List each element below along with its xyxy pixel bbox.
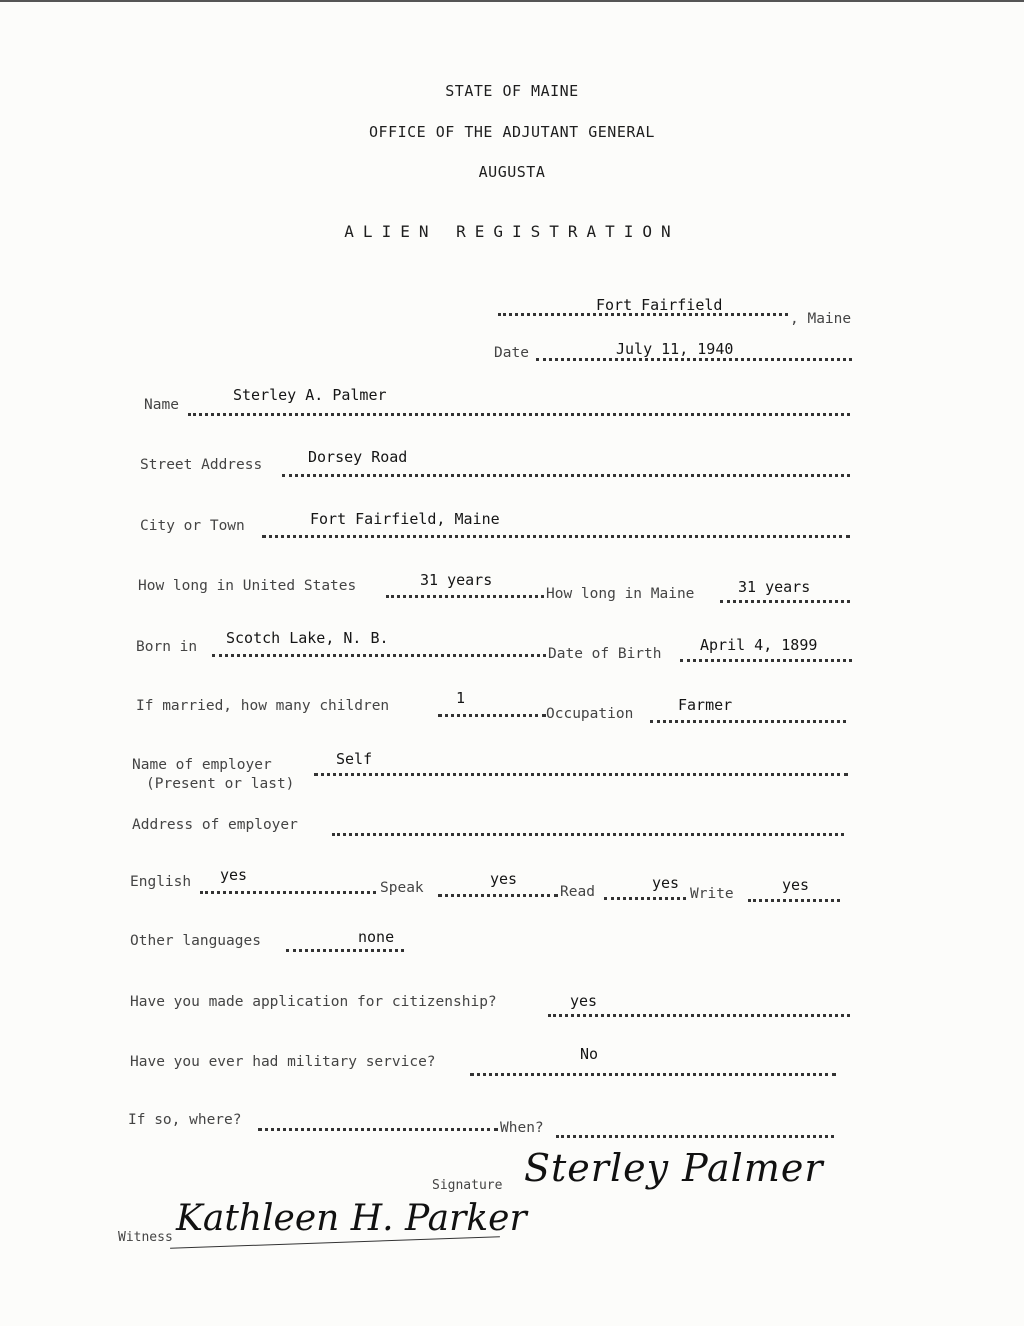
- signature-label: Signature: [432, 1178, 503, 1193]
- date-value: July 11, 1940: [616, 340, 734, 358]
- witness-label: Witness: [118, 1230, 173, 1245]
- other-languages-label: Other languages: [130, 933, 261, 949]
- office-heading: OFFICE OF THE ADJUTANT GENERAL: [369, 123, 655, 141]
- employer-sublabel: (Present or last): [146, 776, 295, 792]
- read-label: Read: [560, 884, 595, 900]
- place-value: Fort Fairfield: [596, 296, 723, 314]
- other-languages-value: none: [358, 928, 395, 946]
- military-line: [470, 1073, 836, 1076]
- street-line: [282, 474, 850, 477]
- other-languages-line: [286, 949, 404, 952]
- speak-value: yes: [490, 870, 518, 888]
- where-line: [258, 1128, 498, 1131]
- occupation-label: Occupation: [546, 706, 634, 722]
- city-line: [262, 535, 850, 538]
- name-label: Name: [144, 397, 179, 413]
- dob-value: April 4, 1899: [700, 636, 818, 654]
- maine-years-label: How long in Maine: [546, 586, 695, 602]
- dob-label: Date of Birth: [548, 646, 662, 662]
- english-value: yes: [220, 866, 248, 884]
- employer-value: Self: [336, 750, 373, 768]
- us-years-line: [386, 595, 544, 598]
- maine-years-value: 31 years: [738, 578, 811, 596]
- state-heading: STATE OF MAINE: [445, 82, 579, 100]
- read-line: [604, 897, 686, 900]
- employer-line: [314, 773, 848, 776]
- date-line: [536, 358, 852, 361]
- military-label: Have you ever had military service?: [130, 1054, 436, 1070]
- us-years-value: 31 years: [420, 571, 493, 589]
- when-label: When?: [500, 1120, 544, 1136]
- where-label: If so, where?: [128, 1112, 242, 1128]
- born-in-line: [212, 654, 546, 657]
- occupation-line: [650, 720, 846, 723]
- employer-address-label: Address of employer: [132, 817, 298, 833]
- name-value: Sterley A. Palmer: [233, 386, 387, 404]
- read-value: yes: [652, 874, 680, 892]
- form-title: ALIEN REGISTRATION: [344, 222, 680, 241]
- city-label: City or Town: [140, 518, 245, 534]
- place-suffix: , Maine: [790, 311, 852, 327]
- children-line: [438, 714, 546, 717]
- street-value: Dorsey Road: [308, 448, 408, 466]
- name-line: [188, 413, 850, 416]
- children-label: If married, how many children: [136, 698, 390, 714]
- date-label: Date: [494, 345, 529, 361]
- city-heading: AUGUSTA: [478, 163, 546, 181]
- born-in-value: Scotch Lake, N. B.: [226, 629, 389, 647]
- employer-address-line: [332, 833, 844, 836]
- children-value: 1: [456, 689, 466, 707]
- street-label: Street Address: [140, 457, 263, 473]
- when-line: [556, 1135, 834, 1138]
- write-value: yes: [782, 876, 810, 894]
- occupation-value: Farmer: [678, 696, 733, 714]
- us-years-label: How long in United States: [138, 578, 357, 594]
- witness-value: Kathleen H. Parker: [176, 1198, 527, 1239]
- citizenship-line: [548, 1014, 850, 1017]
- citizenship-value: yes: [570, 992, 598, 1010]
- speak-line: [438, 894, 558, 897]
- speak-label: Speak: [380, 880, 424, 896]
- citizenship-label: Have you made application for citizenship?: [130, 994, 497, 1010]
- military-value: No: [580, 1045, 599, 1063]
- city-value: Fort Fairfield, Maine: [310, 510, 500, 528]
- english-line: [200, 891, 376, 894]
- english-label: English: [130, 874, 192, 890]
- signature-value: Sterley Palmer: [524, 1146, 824, 1190]
- write-line: [748, 899, 840, 902]
- maine-years-line: [720, 600, 850, 603]
- employer-label: Name of employer: [132, 757, 272, 773]
- born-in-label: Born in: [136, 639, 198, 655]
- dob-line: [680, 659, 852, 662]
- write-label: Write: [690, 886, 734, 902]
